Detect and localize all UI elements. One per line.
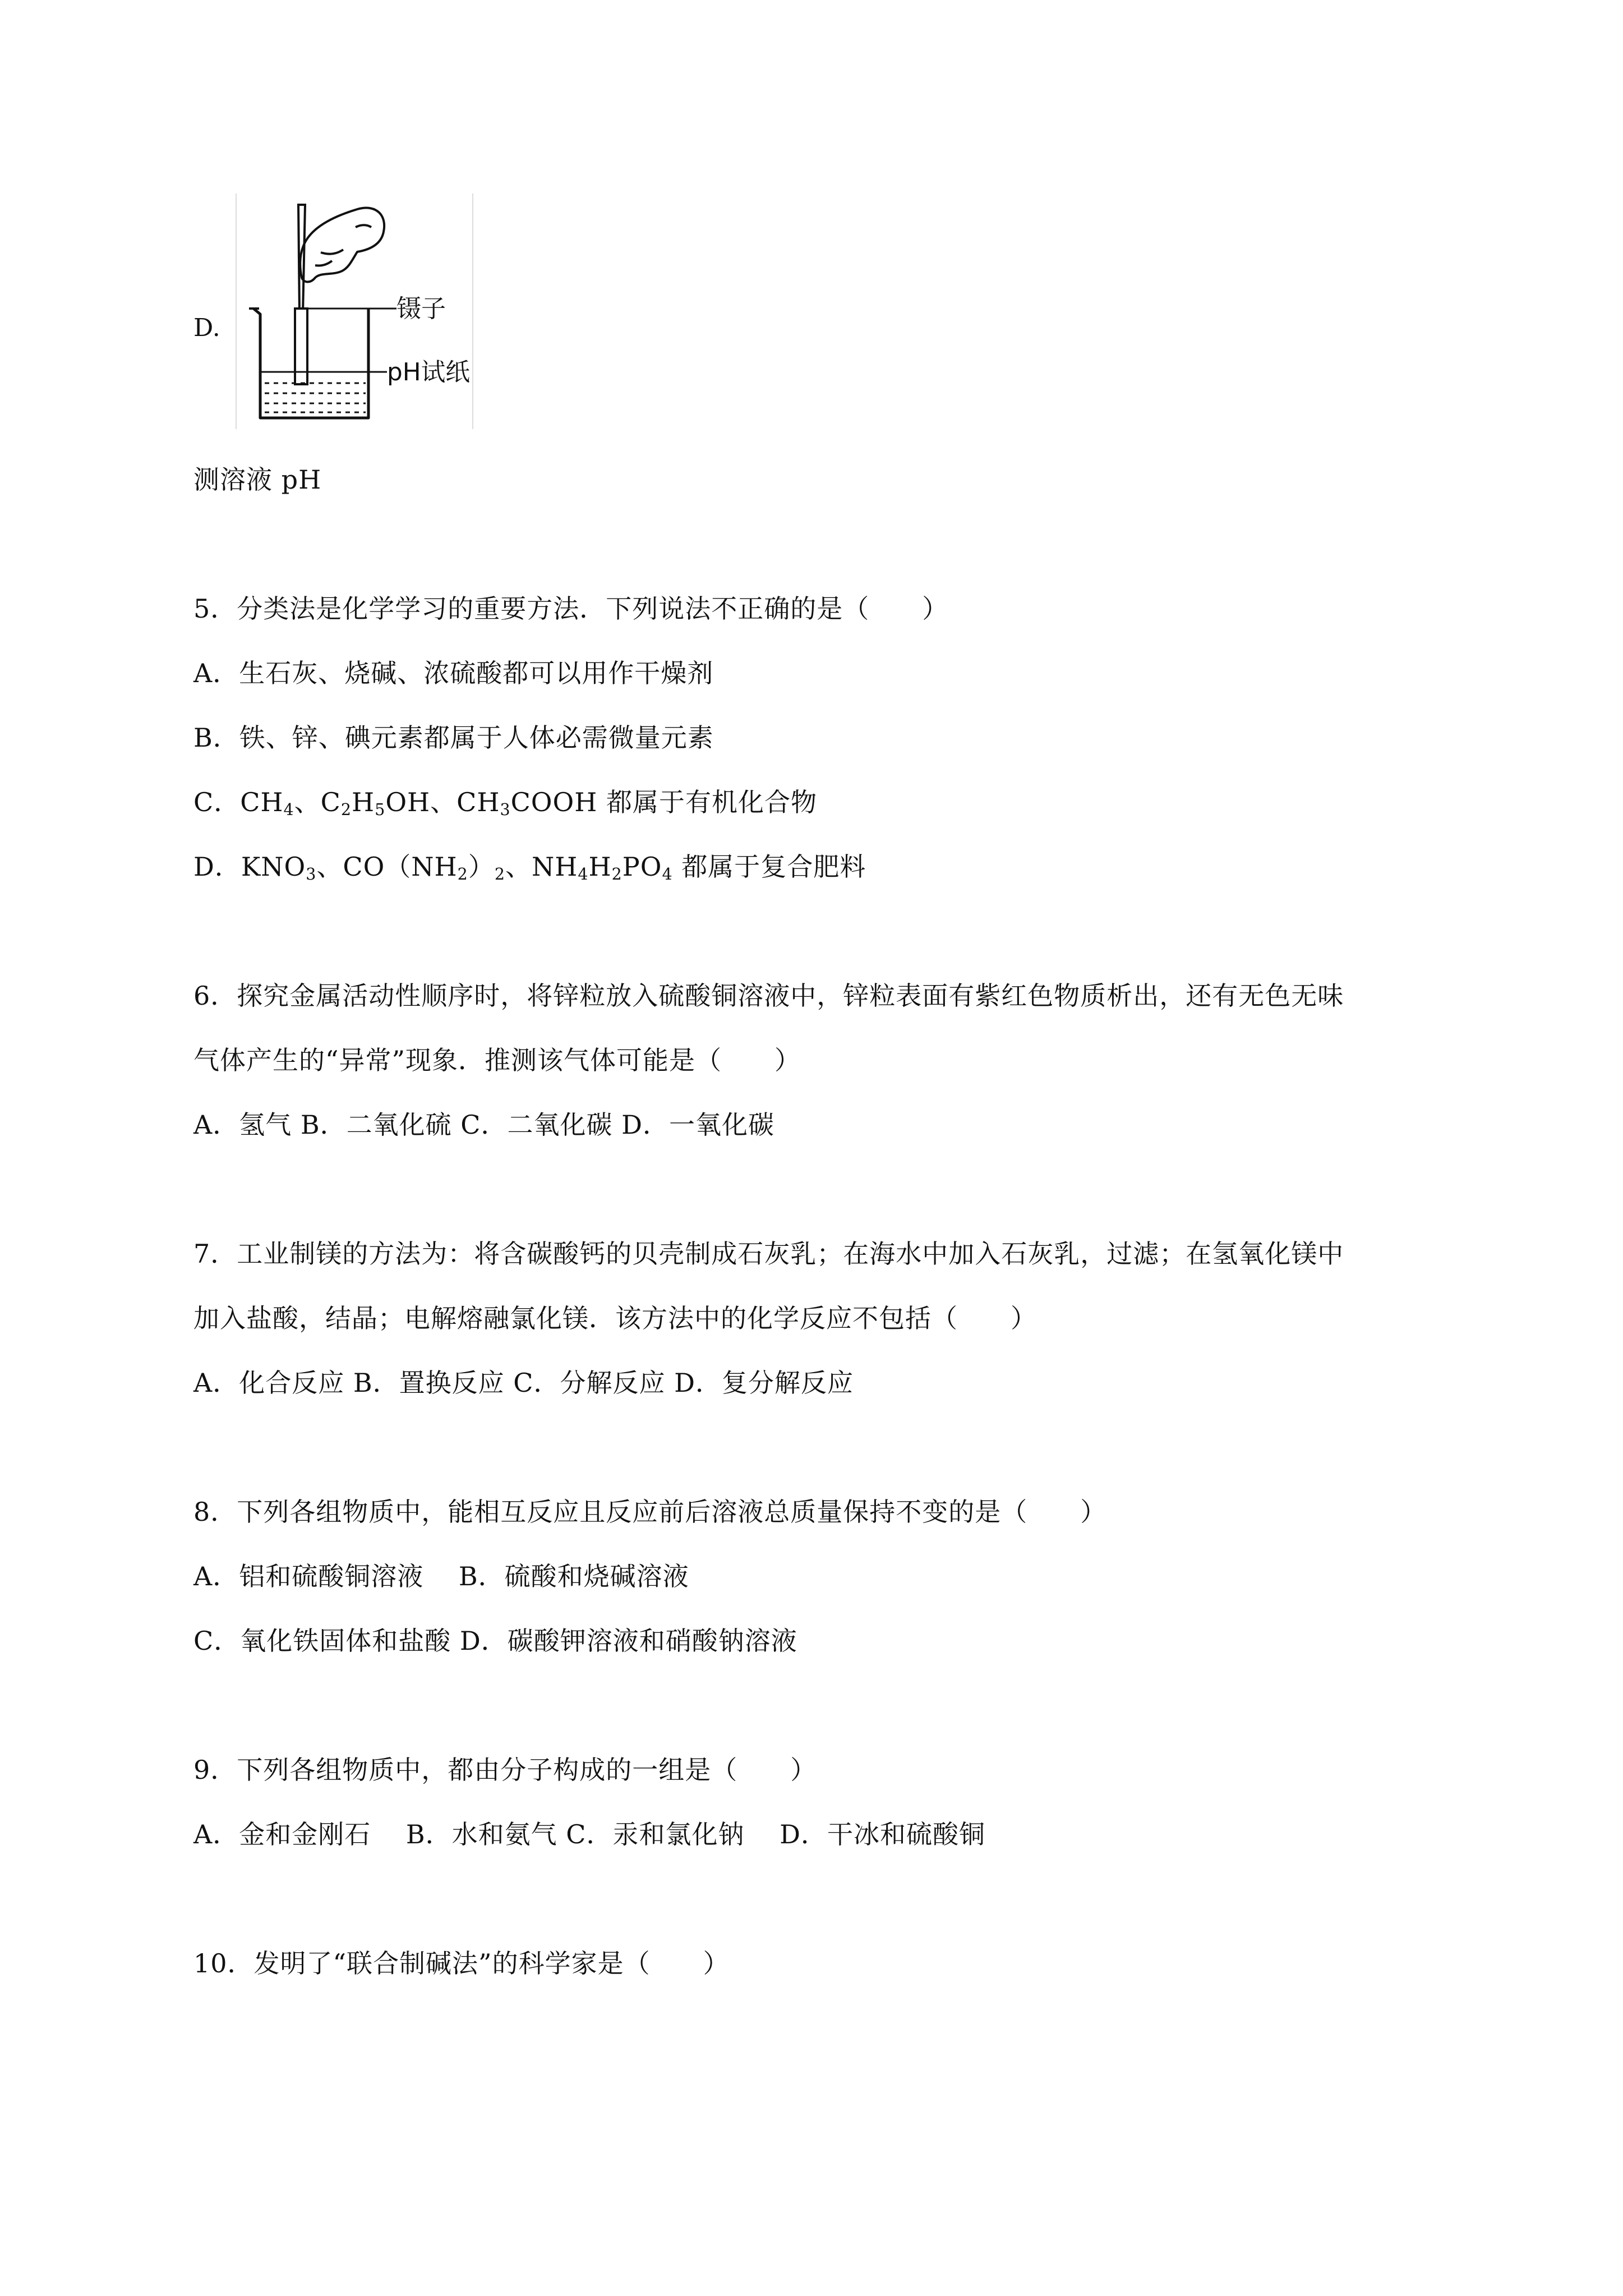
q5-c-tail: 都属于有机化合物	[597, 787, 817, 817]
formula-urea: $CO(NH_2)_2$	[343, 852, 505, 884]
ph-paper-label: pH试纸	[387, 358, 470, 386]
option-d-caption: 测溶液 pH	[193, 464, 322, 495]
q5-option-b: B．铁、锌、碘元素都属于人体必需微量元素	[193, 723, 714, 753]
q5-stem: 5．分类法是化学学习的重要方法．下列说法不正确的是（ ）	[193, 593, 949, 624]
option-d-label: D.	[193, 314, 220, 342]
q7-stem-line1: 7．工业制镁的方法为：将含碳酸钙的贝壳制成石灰乳；在海水中加入石灰乳，过滤；在氢氧化镁中	[193, 1239, 1344, 1269]
q6-options: A．氢气 B．二氧化硫 C．二氧化碳 D．一氧化碳	[193, 1110, 774, 1140]
q6-stem-line1: 6．探究金属活动性顺序时，将锌粒放入硫酸铜溶液中，锌粒表面有紫红色物质析出，还有无色无味	[193, 981, 1344, 1011]
formula-kno3: $KNO_3$	[241, 852, 317, 884]
q5-d-tail: 都属于复合肥料	[672, 852, 866, 882]
q7-stem-line2: 加入盐酸，结晶；电解熔融氯化镁．该方法中的化学反应不包括（ ）	[193, 1303, 1037, 1333]
tweezers-label: 镊子	[396, 295, 446, 323]
q8-options-line1: A．铝和硫酸铜溶液 B．硫酸和烧碱溶液	[193, 1561, 689, 1591]
formula-nh4h2po4: $NH_4H_2PO_4$	[531, 852, 673, 884]
q8-stem: 8．下列各组物质中，能相互反应且反应前后溶液总质量保持不变的是（ ）	[193, 1497, 1107, 1527]
ph-paper-strip	[295, 309, 307, 384]
formula-acetic-acid: $CH_3COOH$	[457, 787, 598, 820]
beaker-illustration	[249, 309, 368, 418]
q9-stem: 9．下列各组物质中，都由分子构成的一组是（ ）	[193, 1755, 817, 1785]
q5-option-a: A．生石灰、烧碱、浓硫酸都可以用作干燥剂	[193, 658, 714, 688]
formula-ethanol: $C_2H_5OH$	[320, 787, 431, 820]
q10-stem: 10．发明了“联合制碱法”的科学家是（ ）	[193, 1948, 730, 1978]
ph-test-figure	[236, 194, 473, 429]
formula-ch4: $CH_4$	[240, 787, 294, 820]
q5-option-c: C．$CH_4$、$C_2H_5OH$、$CH_3COOH$ 都属于有机化合物	[193, 787, 817, 820]
q8-options-line2: C．氧化铁固体和盐酸 D．碳酸钾溶液和硝酸钠溶液	[193, 1626, 797, 1656]
hand-illustration	[300, 208, 384, 282]
q5-option-d: D．$KNO_3$、$CO(NH_2)_2$、$NH_4H_2PO_4$ 都属于复合肥料	[193, 852, 866, 884]
q7-options: A．化合反应 B．置换反应 C．分解反应 D．复分解反应	[193, 1368, 854, 1398]
q9-options: A．金和金刚石 B．水和氨气 C．汞和氯化钠 D．干冰和硫酸铜	[193, 1819, 985, 1849]
q5-d-prefix: D．	[193, 852, 241, 882]
q5-c-prefix: C．	[193, 787, 241, 817]
q6-stem-line2: 气体产生的“异常”现象．推测该气体可能是（ ）	[193, 1045, 801, 1075]
